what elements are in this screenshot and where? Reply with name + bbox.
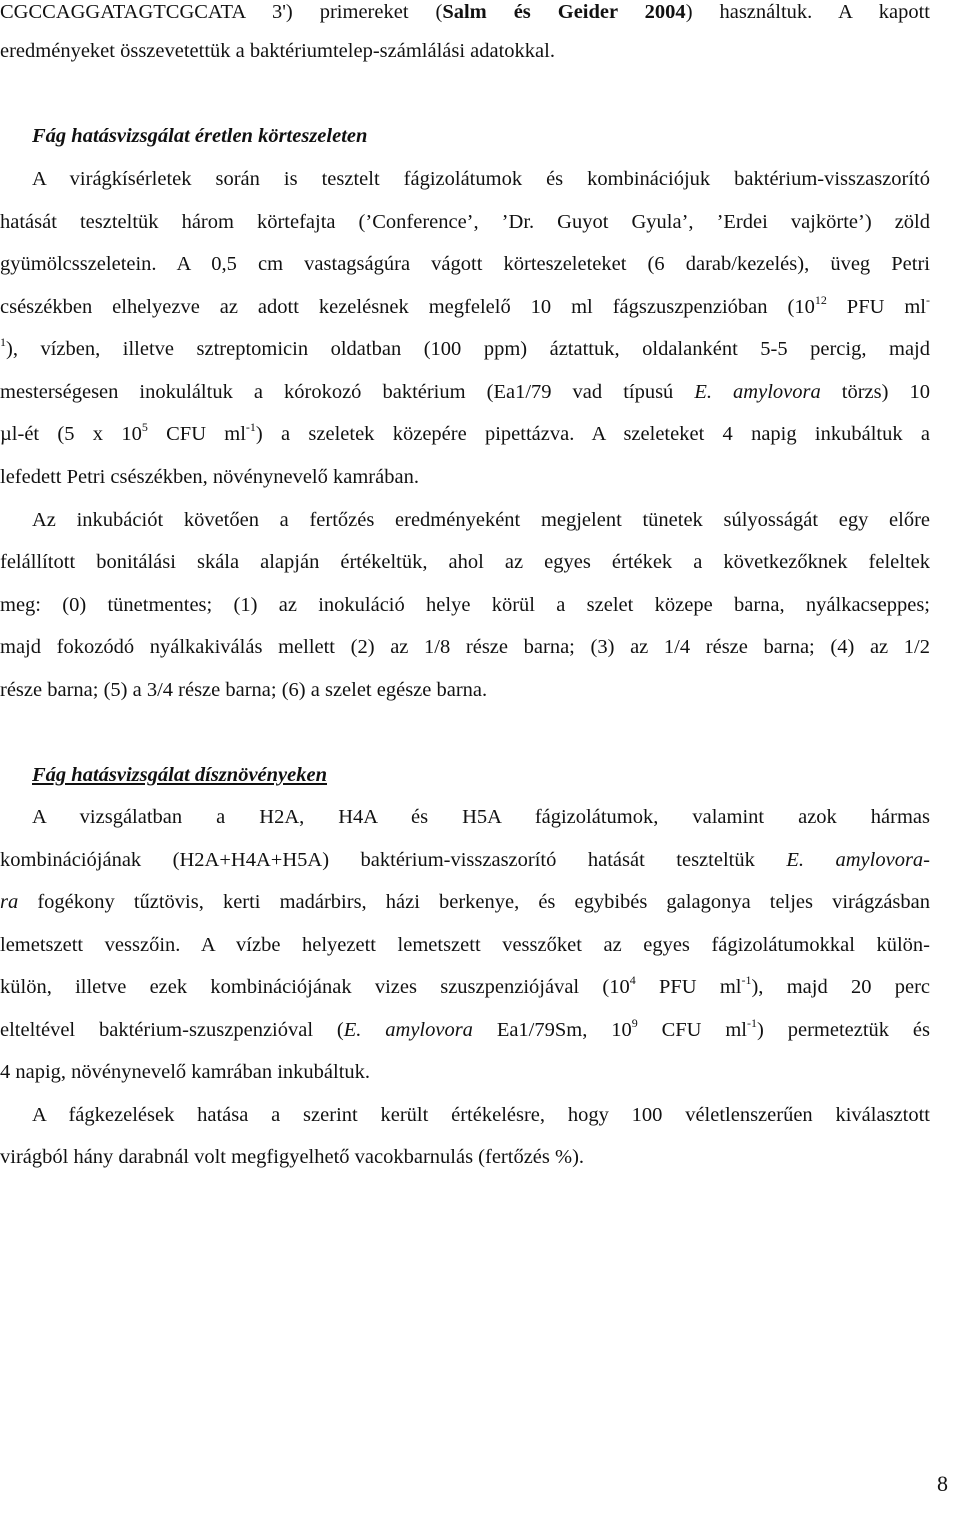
section-heading-ornamentals-wrap — [32, 763, 930, 787]
superscript: 12 — [814, 293, 827, 307]
paragraph-line — [0, 890, 930, 914]
superscript: -1 — [747, 1016, 758, 1030]
superscript: 5 — [141, 420, 148, 434]
paragraph-line: gyümölcsszeletein. A 0,5 cm vastagságúra vágott körteszeleteket (6 darab/kezelés), üveg Petri — [0, 253, 930, 275]
paragraph-line: majd fokozódó nyálkakiválás mellett (2) az 1/8 része barna; (3) az 1/4 része barna; (4) az 1/2 — [0, 636, 930, 658]
superscript: - — [926, 293, 930, 307]
superscript: 9 — [631, 1016, 638, 1030]
species-name: E. amylovora — [343, 1019, 473, 1041]
citation: Salm és Geider 2004 — [442, 1, 686, 23]
text-run: fogékony tűztövis, kerti madárbirs, házi berkenye, és egybibés galagonya teljes virágzásban — [18, 891, 930, 913]
intro-line-1 — [0, 0, 930, 24]
paragraph-line: hatását teszteltük három körtefajta (’Conference’, ’Dr. Guyot Gyula’, ’Erdei vajkörte’) zöld — [0, 211, 930, 233]
superscript: 4 — [629, 973, 636, 987]
paragraph-line — [0, 295, 930, 319]
paragraph-line: meg: (0) tünetmentes; (1) az inokuláció helye körül a szelet közepe barna, nyálkacseppes; — [0, 594, 930, 616]
paragraph-line: A virágkísérletek során is tesztelt fágizolátumok és kombinációjuk baktérium-visszaszorító — [32, 168, 930, 190]
paragraph-line: virágból hány darabnál volt megfigyelhető vacokbarnulás (fertőzés %). — [0, 1146, 585, 1168]
text-run: külön, illetve ezek kombinációjának vizes szuszpenziójával (10 — [0, 976, 630, 998]
paragraph-line — [0, 422, 930, 446]
text-run: PFU ml — [826, 296, 926, 318]
intro-text: CGCCAGGATAGTCGCATA 3') primereket ( — [0, 1, 443, 23]
intro-line-2: eredményeket összevetettük a baktériumtelep-számlálási adatokkal. — [0, 40, 555, 62]
paragraph-line — [0, 337, 930, 361]
text-run: mesterségesen inokuláltuk a kórokozó baktérium (Ea1/79 vad típusú — [0, 381, 695, 403]
superscript: 1 — [0, 335, 6, 349]
text-run: PFU ml — [635, 976, 742, 998]
text-run: ), vízben, illetve sztreptomicin oldatban (100 ppm) áztattuk, oldalanként 5-5 percig, majd — [6, 338, 930, 360]
text-run: CFU ml — [637, 1019, 748, 1041]
paragraph-line: A vizsgálatban a H2A, H4A és H5A fágizolátumok, valamint azok hármas — [32, 806, 930, 828]
text-run: csészékben elhelyezve az adott kezelésnek megfelelő 10 ml fágszuszpenzióban (10 — [0, 296, 815, 318]
paragraph-line: lefedett Petri csészékben, növénynevelő kamrában. — [0, 466, 419, 488]
paragraph-line — [0, 848, 930, 872]
section-heading-ornamentals: Fág hatásvizsgálat dísznövényeken — [32, 764, 327, 786]
paragraph-line: felállított bonitálási skála alapján értékeltük, ahol az egyes értékek a következőknek feleltek — [0, 551, 930, 573]
superscript: -1 — [245, 420, 256, 434]
text-run: Ea1/79Sm, 10 — [472, 1019, 632, 1041]
paragraph-line: A fágkezelések hatása a szerint került értékelésre, hogy 100 véletlenszerűen kiválasztott — [32, 1104, 930, 1126]
species-name: E. amylovora- — [786, 849, 930, 871]
superscript: -1 — [741, 973, 752, 987]
species-name: E. amylovora — [694, 381, 821, 403]
section-heading-pear-slices: Fág hatásvizsgálat éretlen körteszeleten — [32, 125, 368, 147]
paragraph-line: része barna; (5) a 3/4 része barna; (6) a szelet egésze barna. — [0, 679, 488, 701]
paragraph-line — [0, 1018, 930, 1042]
species-name: ra — [0, 891, 19, 913]
paragraph-line: lemetszett vesszőin. A vízbe helyezett lemetszett vesszőket az egyes fágizolátumokkal külön- — [0, 934, 930, 956]
paragraph-line — [0, 975, 930, 999]
text-run: ), majd 20 perc — [751, 976, 930, 998]
intro-text: ) használtuk. A kapott — [685, 1, 930, 23]
paragraph-line: 4 napig, növénynevelő kamrában inkubáltuk. — [0, 1061, 371, 1083]
text-run: CFU ml — [147, 423, 246, 445]
page-number: 8 — [937, 1471, 948, 1496]
text-run: µl-ét (5 x 10 — [0, 423, 142, 445]
text-run: törzs) 10 — [820, 381, 930, 403]
text-run: ) a szeletek közepére pipettázva. A szeleteket 4 napig inkubáltuk a — [255, 423, 930, 445]
paragraph-line — [0, 380, 930, 404]
text-run: kombinációjának (H2A+H4A+H5A) baktérium-visszaszorító hatását teszteltük — [0, 849, 787, 871]
paragraph-line: Az inkubációt követően a fertőzés eredményeként megjelent tünetek súlyosságát egy előre — [32, 509, 930, 531]
text-run: elteltével baktérium-szuszpenzióval ( — [0, 1019, 344, 1041]
text-run: ) permeteztük és — [757, 1019, 930, 1041]
